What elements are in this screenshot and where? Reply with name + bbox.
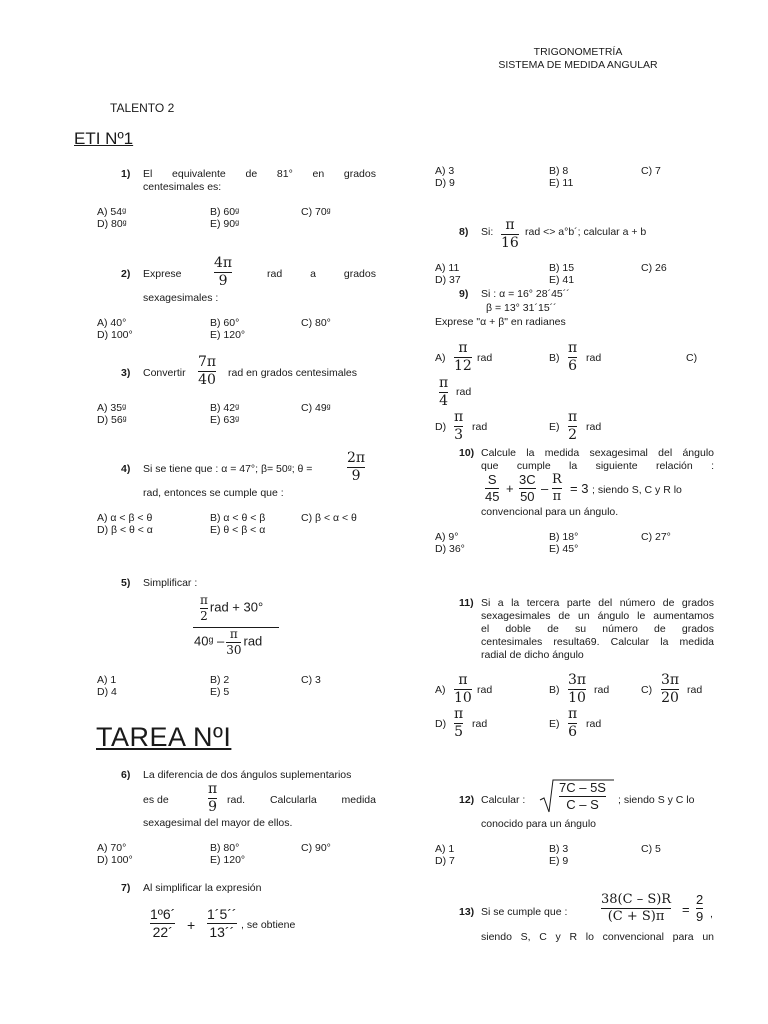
fraction: 1º6´ 22´ bbox=[150, 906, 176, 940]
question-text: β = 13° 31´15´´ bbox=[486, 302, 557, 314]
rad-label: rad bbox=[477, 684, 493, 696]
question-number: 7) bbox=[121, 882, 131, 894]
question-text: Exprese bbox=[143, 268, 182, 280]
option-d: D) 56ᵍ bbox=[97, 414, 127, 426]
option-c: C) 49ᵍ bbox=[301, 402, 331, 414]
rad-label: rad bbox=[472, 718, 488, 730]
rad-label: rad bbox=[586, 718, 602, 730]
question-number: 4) bbox=[121, 463, 131, 475]
question-text: es de bbox=[143, 794, 169, 806]
option-e: E) 120° bbox=[210, 854, 246, 866]
plus-sign: + bbox=[187, 917, 196, 933]
option-a: A) 1 bbox=[435, 843, 455, 855]
question-text: centesimales es: bbox=[143, 181, 222, 193]
option-c: C) 5 bbox=[641, 843, 661, 855]
section-title-tarea: TAREA NºI bbox=[96, 722, 232, 752]
equals-three: = 3 bbox=[570, 481, 589, 496]
question-number: 6) bbox=[121, 769, 131, 781]
question-text: siendo S, C y R lo convencional para un bbox=[481, 931, 714, 943]
question-text: Si a la tercera parte del número de grados bbox=[481, 597, 714, 609]
question-text: Si : α = 16° 28´45´´ bbox=[481, 288, 570, 300]
question-text: Si: bbox=[481, 226, 494, 238]
section-title-eti: ETI Nº1 bbox=[74, 129, 134, 148]
question-number: 8) bbox=[459, 226, 469, 238]
option-e: E) 120° bbox=[210, 329, 246, 341]
question-text: centesimales resulta69. Calcular la medida bbox=[481, 636, 714, 648]
question-text: radial de dicho ángulo bbox=[481, 649, 584, 661]
question-text: rad en grados centesimales bbox=[228, 367, 357, 379]
option-b: B) α < θ < β bbox=[210, 512, 266, 524]
option-b: B) 60ᵍ bbox=[210, 206, 240, 218]
fraction: 2π 9 bbox=[347, 450, 366, 484]
question-text: que cumple la siguiente relación : bbox=[481, 460, 714, 472]
option-c: C) 7 bbox=[641, 165, 661, 177]
question-text: Si se cumple que : bbox=[481, 906, 568, 918]
option-c: C) 3 bbox=[301, 674, 321, 686]
question-number: 13) bbox=[459, 906, 475, 918]
option-e: E) bbox=[549, 718, 560, 730]
question-text: Si se tiene que : α = 47°; β= 50ᵍ; θ = bbox=[143, 463, 313, 475]
fraction: π 5 bbox=[454, 706, 464, 740]
option-b: B) 2 bbox=[210, 674, 230, 686]
fraction: 7C – 5S C – S bbox=[559, 780, 606, 812]
fraction: π 16 bbox=[501, 217, 519, 251]
compound-fraction-bottom: 40ᵍ – $\frac{\pi}{30}$ rad bbox=[194, 627, 263, 657]
fraction: π 3 bbox=[454, 409, 464, 443]
question-number: 12) bbox=[459, 794, 475, 806]
fraction: 38(C – S)R (C + S)π bbox=[601, 892, 672, 924]
option-d: D) 36° bbox=[435, 543, 465, 555]
option-a: A) 1 bbox=[97, 674, 117, 686]
option-d: D) 80ᵍ bbox=[97, 218, 127, 230]
fraction: π 6 bbox=[568, 706, 578, 740]
option-a: A) 54ᵍ bbox=[97, 206, 127, 218]
question-number: 5) bbox=[121, 577, 131, 589]
option-b: B) 18° bbox=[549, 531, 579, 543]
rad-label: rad bbox=[472, 421, 488, 433]
option-c: C) 27° bbox=[641, 531, 671, 543]
compound-fraction-top: $\frac{\pi}{2}$ rad + 30° bbox=[200, 593, 264, 623]
question-number: 10) bbox=[459, 447, 475, 459]
question-text: convencional para un ángulo. bbox=[481, 506, 619, 518]
option-e: E) 11 bbox=[549, 177, 574, 189]
option-c: C) 90° bbox=[301, 842, 331, 854]
option-d: D) 4 bbox=[97, 686, 117, 698]
option-d: D) 100° bbox=[97, 329, 133, 341]
fraction: 3π 10 bbox=[568, 672, 587, 706]
question-number: 9) bbox=[459, 288, 469, 300]
rad-label: rad bbox=[477, 352, 493, 364]
option-a: A) α < β < θ bbox=[97, 512, 153, 524]
option-b: B) 3 bbox=[549, 843, 569, 855]
option-b: B) bbox=[549, 684, 560, 696]
rad-label: rad bbox=[586, 352, 602, 364]
rad-label: rad bbox=[456, 386, 472, 398]
question-number: 1) bbox=[121, 168, 131, 180]
option-c: C) 80° bbox=[301, 317, 331, 329]
option-b: B) 8 bbox=[549, 165, 569, 177]
option-c: C) 26 bbox=[641, 262, 667, 274]
option-d: D) β < θ < α bbox=[97, 524, 153, 536]
option-c: C) bbox=[641, 684, 653, 696]
question-text: Calcule la medida sexagesimal del ángulo bbox=[481, 447, 714, 459]
option-e: E) 63ᵍ bbox=[210, 414, 240, 426]
option-c: C) bbox=[686, 352, 698, 364]
option-e: E) 9 bbox=[549, 855, 569, 867]
option-e: E) θ < β < α bbox=[210, 524, 266, 536]
equals-sign: = bbox=[682, 902, 690, 917]
option-d: D) 37 bbox=[435, 274, 461, 286]
fraction: 3π 20 bbox=[661, 672, 680, 706]
question-text: Convertir bbox=[143, 367, 186, 379]
fraction: π 6 bbox=[568, 340, 578, 374]
question-text: conocido para un ángulo bbox=[481, 818, 597, 830]
option-c: C) β < α < θ bbox=[301, 512, 357, 524]
option-a: A) 70° bbox=[97, 842, 127, 854]
talent-label: TALENTO 2 bbox=[110, 101, 175, 115]
fraction: 3C 50 bbox=[519, 472, 536, 504]
option-a: A) 3 bbox=[435, 165, 455, 177]
question-text: rad, entonces se cumple que : bbox=[143, 487, 284, 499]
option-a: A) 40° bbox=[97, 317, 127, 329]
question-text: ; siendo S y C lo bbox=[618, 794, 695, 806]
header-subtitle: SISTEMA DE MEDIDA ANGULAR bbox=[498, 59, 658, 71]
question-number: 3) bbox=[121, 367, 131, 379]
fraction: S 45 bbox=[485, 472, 500, 504]
rad-label: rad bbox=[586, 421, 602, 433]
option-d: D) 7 bbox=[435, 855, 455, 867]
question-text: , se obtiene bbox=[241, 919, 296, 931]
question-text: rad <> a°b´; calcular a + b bbox=[525, 226, 647, 238]
minus-sign: – bbox=[541, 481, 549, 496]
question-text: sexagesimal del mayor de ellos. bbox=[143, 817, 293, 829]
fraction: R π bbox=[552, 472, 562, 504]
fraction: 2 9 bbox=[696, 892, 704, 924]
option-e: E) 5 bbox=[210, 686, 230, 698]
option-b: B) 60° bbox=[210, 317, 240, 329]
fraction: π 12 bbox=[454, 340, 472, 374]
option-b: B) 80° bbox=[210, 842, 240, 854]
option-e: E) 41 bbox=[549, 274, 575, 286]
option-d: D) bbox=[435, 421, 447, 433]
question-text: ; siendo S, C y R lo bbox=[592, 484, 682, 496]
question-text: Simplificar : bbox=[143, 577, 198, 589]
option-d: D) 100° bbox=[97, 854, 133, 866]
fraction: π 4 bbox=[439, 375, 449, 409]
question-text: rad. Calcularla medida bbox=[227, 794, 376, 806]
plus-sign: + bbox=[506, 481, 514, 496]
fraction: 1´5´´ 13´´ bbox=[207, 906, 237, 940]
question-text: El equivalente de 81° en grados bbox=[143, 168, 376, 180]
option-e: E) 90ᵍ bbox=[210, 218, 240, 230]
question-number: 11) bbox=[459, 597, 474, 609]
option-d: D) bbox=[435, 718, 447, 730]
comma: , bbox=[710, 908, 713, 920]
question-text: Calcular : bbox=[481, 794, 526, 806]
fraction: 4π 9 bbox=[214, 255, 233, 289]
question-text: sexagesimales : bbox=[143, 292, 219, 304]
option-e: E) 45° bbox=[549, 543, 579, 555]
fraction: π 2 bbox=[568, 409, 578, 443]
option-a: A) 11 bbox=[435, 262, 460, 274]
rad-label: rad bbox=[594, 684, 610, 696]
option-a: A) bbox=[435, 352, 446, 364]
question-number: 2) bbox=[121, 268, 131, 280]
question-text: La diferencia de dos ángulos suplementarios bbox=[143, 769, 352, 781]
option-a: A) 9° bbox=[435, 531, 459, 543]
question-text: Exprese "α + β" en radianes bbox=[435, 316, 566, 328]
fraction: π 9 bbox=[208, 781, 218, 815]
question-text: Al simplificar la expresión bbox=[143, 882, 262, 894]
option-b: B) bbox=[549, 352, 560, 364]
option-d: D) 9 bbox=[435, 177, 455, 189]
rad-label: rad bbox=[687, 684, 703, 696]
question-text: sexagesimales de un ángulo le aumentamos bbox=[481, 610, 714, 622]
option-b: B) 15 bbox=[549, 262, 575, 274]
question-text: el doble de su número de grados bbox=[481, 623, 714, 635]
option-b: B) 42ᵍ bbox=[210, 402, 240, 414]
option-c: C) 70ᵍ bbox=[301, 206, 331, 218]
option-a: A) 35ᵍ bbox=[97, 402, 127, 414]
option-a: A) bbox=[435, 684, 446, 696]
fraction: π 10 bbox=[454, 672, 472, 706]
header-title: TRIGONOMETRÍA bbox=[533, 46, 623, 58]
fraction: 7π 40 bbox=[198, 354, 217, 388]
option-e: E) bbox=[549, 421, 560, 433]
question-text: rad a grados bbox=[267, 268, 376, 280]
